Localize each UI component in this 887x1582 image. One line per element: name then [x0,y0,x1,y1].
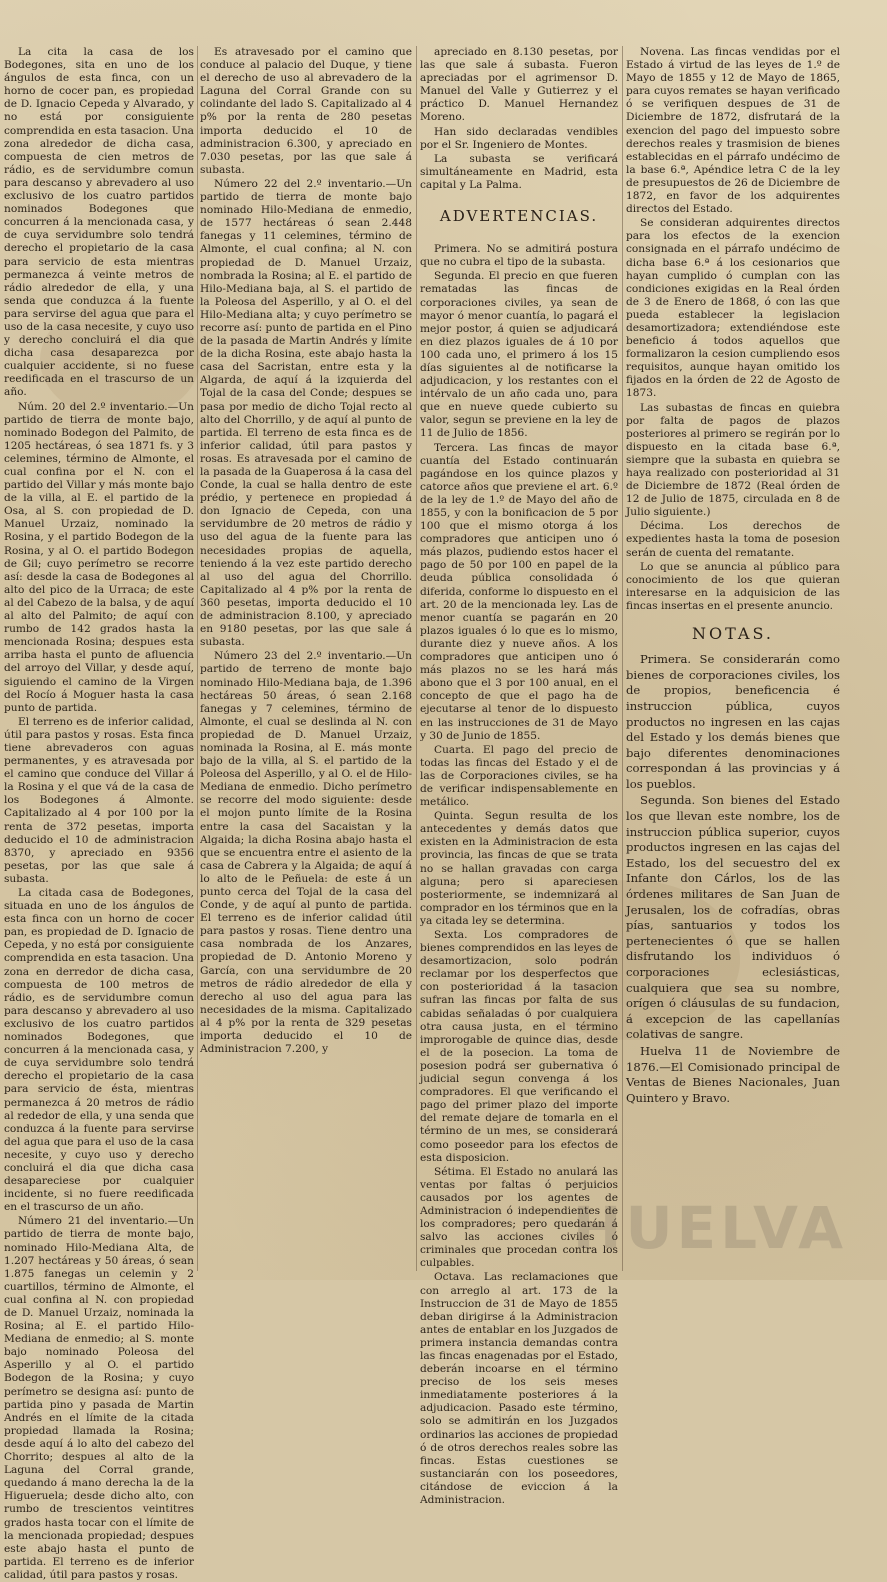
column-1 [4,46,194,1581]
notas-block [626,652,840,1106]
paragraph: Número 22 del 2.º inventario.—Un partido de tierra de monte bajo nominado Hilo-Mediana de enmedio, de 1577 hectáreas ó sean 2.448 fanegas y 11 celemines, término de Almonte, el cual confina; al N. con propiedad de D. Manuel Urzaiz, nombrada la Rosina; al E. el partido de Hilo-Mediana baja, al S. el partido de la Poleosa del Asperillo, y al O. el del Hilo-Mediana alta; y cuyo perímetro se recorre así: punto de partida en el Pino de la pasada de Martin Andrés y límite de la dicha Rosina, este abajo hasta la casa del Sacristan, entre esta y la Algarda, de aquí á la izquierda del Tojal de la casa del Conde; despues se pasa por medio de dicho Tojal recto al alto del Chorrillo, y de aquí al punto de partida. El terreno de esta finca es de inferior calidad, útil para pastos y rosas. Es atravesada por el camino de la pasada de la Guaperosa á la casa del Conde, la cual se halla dentro de este prédio, y pertenece en propiedad á don Ignacio de Cepeda, con una servidumbre de 20 metros de rádio y uso del agua de la fuente para las necesidades propias de aquella, teniendo á la vez este partido derecho al uso del agua del Chorrillo. Capitalizado al 4 p% por la renta de 360 pesetas, importa deducido el 10 de administracion 8.100, y apreciado en 9180 pesetas, por las que sale á subasta. [200,177,412,649]
nota-paragraph: Primera. Se considerarán como bienes de corporaciones civiles, los de propios, beneficencia é instruccion pública, cuyos productos no ingresen en las cajas del Estado y los demás bienes que bajo diferentes denominaciones correspondan á las provincias y á los pueblos. [626,652,840,791]
column-2 [200,46,412,1271]
advertencia-paragraph: Octava. Las reclamaciones que con arreglo al art. 173 de la Instruccion de 31 de Mayo de 1855 deban dirigirse á la Administracion antes de entablar en los Juzgados de primera instancia demandas contra las fincas enagenadas por el Estado, deberán incoarse en el término preciso de los seis meses inmediatamente posteriores á la adjudicacion. Pasado este término, solo se admitirán en los Juzgados ordinarios las acciones de propiedad ó de otros derechos reales sobre las fincas. Estas cuestiones se sustanciarán con los poseedores, citándose de eviccion á la Administracion. [420,1271,618,1507]
advertencia-paragraph: Primera. No se admitirá postura que no cubra el tipo de la subasta. [420,243,618,269]
watermark-huelva: HUELVA [572,1194,847,1262]
advertencias-heading: ADVERTENCIAS. [439,207,599,226]
advertencia-paragraph: Cuarta. El pago del precio de todas las fincas del Estado y el de las de Corporaciones civiles, se ha de verificar indispensablemente en metálico. [420,743,618,809]
notas-heading: NOTAS. [692,624,774,644]
nota-paragraph: Segunda. Son bienes del Estado los que llevan este nombre, los de instruccion pública superior, cuyos productos ingresen en las cajas del Estado, los del secuestro del ex Infante don Cárlos, los de las órdenes militares de San Juan de Jerusalen, los de cofradías, obras pías, santuarios y todos los pertenecientes ó que se hallen disfrutando los individuos ó corporaciones eclesiásticas, cualquiera que sea su nombre, orígen ó cláusulas de su fundacion, á excepcion de las capellanías colativas de sangre. [626,793,840,1042]
advertencia-paragraph: Décima. Los derechos de expedientes hasta la toma de posesion serán de cuenta del rematante. [626,520,840,559]
advertencia-paragraph: Se consideran adquirentes directos para los efectos de la exencion consignada en el párrafo undécimo de dicha base 6.ª á los cesionarios que hayan cumplido ó cumplan con las condiciones exigidas en la Real órden de 3 de Enero de 1868, ó con las que pueda establecer la legislacion desamortizadora; extendiéndose este beneficio á todos aquellos que formalizaron la cesion cumpliendo esos requisitos, aunque hayan omitido los fijados en la órden de 22 de Agosto de 1873. [626,217,840,400]
column-3 [420,46,618,1507]
advertencia-paragraph: Tercera. Las fincas de mayor cuantía del Estado continuarán pagándose en los quince plazos y catorce años que previene el art. 6.º de la ley de 1.º de Mayo del año de 1855, y con la bonificacion de 5 por 100 que el mismo otorga á los compradores que anticipen uno ó más plazos, pudiendo estos hacer el pago de 50 por 100 en papel de la deuda pública consolidada ó diferida, conforme lo dispuesto en el art. 20 de la mencionada ley. Las de menor cuantía se pagarán en 20 plazos iguales ó lo que es lo mismo, durante diez y nueve años. A los compradores que anticipen uno ó más plazos no se les hará más abono que el 3 por 100 anual, en el concepto de que el pago ha de ejecutarse al tenor de lo dispuesto en las instrucciones de 31 de Mayo y 30 de Junio de 1855. [420,441,618,742]
advertencia-paragraph: Segunda. El precio en que fueren rematadas las fincas de corporaciones civiles, ya sean de mayor ó menor cuantía, lo pagará el mejor postor, á quien se adjudicará en diez plazos iguales de á 10 por 100 cada uno, el primero á los 15 días siguientes al de notificarse la adjudicacion, y los restantes con el intérvalo de un año cada uno, para que en nueve quede cubierto su valor, segun se previene en la ley de 11 de Julio de 1856. [420,270,618,440]
advertencia-paragraph: Lo que se anuncia al público para conocimiento de los que quieran interesarse en la adquisicion de las fincas insertas en el presente anuncio. [626,560,840,612]
paragraph: Han sido declaradas vendibles por el Sr. Ingeniero de Montes. [420,125,618,151]
paragraph: La citada casa de Bodegones, situada en uno de los ángulos de esta finca con un horno de cocer pan, es propiedad de D. Ignacio de Cepeda, y no está por consiguiente comprendida en esta tasacion. Una zona en derredor de dicha casa, compuesta de 100 metros de rádio, es de servidumbre comun para descanso y abrevadero al uso exclusivo de los cuatro partidos nominados Bodegones, que concurren á la mencionada casa, y de cuya servidumbre solo tendrá derecho el propietario de la casa para servicio de ésta, mientras permanezca á 20 metros de rádio al rededor de ella, y una senda que conduzca á la fuente para servirse del agua que para el uso de la casa necesite, y cuyo uso y derecho concluirá el dia que dicha casa desapareciese por cualquier incidente, si no fuere reedificada en el trascurso de un año. [4,887,194,1214]
paragraph: La subasta se verificará simultáneamente en Madrid, esta capital y La Palma. [420,152,618,191]
paragraph: La cita la casa de los Bodegones, sita en uno de los ángulos de esta finca, con un horno de cocer pan, es propiedad de D. Ignacio Cepeda y Alvarado, y no está por consiguiente comprendida en esta tasacion. Una zona alrededor de dicha casa, compuesta de cien metros de rádio, es de servidumbre comun para descanso y abrevadero al uso exclusivo de los cuatro partidos nominados Bodegones que concurren á la mencionada casa, y de cuya servidumbre solo tendrá derecho el propietario de la casa para servicio de esta mientras permanezca á veinte metros de rádio alrededor de ella, y una senda que conduzca á la fuente para servirse del agua que para el uso de la casa necesite, y cuyo uso y derecho concluirá el dia que dicha casa desaparezca por cualquier accidente, si no fuese reedificada en el trascurso de un año. [4,46,194,399]
paragraph: Número 21 del inventario.—Un partido de tierra de monte bajo, nominado Hilo-Mediana Alta, de 1.207 hectáreas y 50 áreas, ó sean 1.875 fanegas un celemin y 2 cuartillos, término de Almonte, el cual confina al N. con propiedad de D. Manuel Urzaiz, nominada la Rosina; al E. el partido Hilo-Mediana de enmedio; al S. monte bajo nominado Poleosa del Asperillo y al O. el partido Bodegon de la Rosina; y cuyo perímetro se designa así: punto de partida pino y pasada de Martin Andrés en el límite de la citada propiedad llamada la Rosina; desde aquí á lo alto del cabezo del Chorrito; despues al alto de la Laguna del Corral grande, quedando á mano derecha la de la Higueruela; desde dicho alto, con rumbo de trescientos veintitres grados hasta tocar con el límite de la mencionada propiedad; despues este abajo hasta el punto de partida. El terreno es de inferior calidad, útil para pastos y rosas. [4,1215,194,1581]
advertencia-paragraph: Sexta. Los compradores de bienes comprendidos en las leyes de desamortizacion, solo podrán reclamar por los desperfectos que con posterioridad á la tasacion sufran las fincas por falta de sus cabidas señaladas ó por cualquiera otra causa justa, en el término improrogable de quince dias, desde el de la posecion. La toma de posesion podrá ser gubernativa ó judicial segun convenga á los compradores. El que verificando el pago del primer plazo del importe del remate dejare de tomarla en el término de un mes, se considerará como poseedor para los efectos de esta disposicion. [420,929,618,1164]
column-rule [622,46,623,1271]
column-rule [416,46,417,1271]
column-rule [197,46,198,1271]
advertencia-paragraph: Novena. Las fincas vendidas por el Estado á virtud de las leyes de 1.º de Mayo de 1855 y 12 de Mayo de 1865, para cuyos remates se hayan verificado ó se verifiquen despues de 31 de Diciembre de 1872, disfrutará de la exencion del pago del impuesto sobre derechos reales y trasmision de bienes establecidas en el párrafo undécimo de la base 6.ª, Apéndice letra C de la ley de presupuestos de 26 de Diciembre de 1872, en favor de los adquirentes directos del Estado. [626,46,840,216]
paragraph: Núm. 20 del 2.º inventario.—Un partido de tierra de monte bajo, nominado Bodegon del Palmito, de 1205 hectáreas, ó sea 1871 fs. y 3 celemines, término de Almonte, el cual confina por el N. con el partido del Villar y más monte bajo de la villa, al E. el partido de la Osa, al S. con propiedad de D. Manuel Urzaiz, nominado la Rosina, y el partido Bodegon de la Rosina, y al O. el partido Bodegon de Gil; cuyo perímetro se recorre así: desde la casa de Bodegones al alto del pico de la Urraca; de este al del Cabezo de la balsa, y de aquí al alto del Palmito; de aquí con rumbo de 142 grados hasta la mencionada Rosina; despues esta arriba hasta el punto de afluencia del arroyo del Villar, y desde aquí, siguiendo el camino de la Virgen del Rocío á Moguer hasta la casa punto de partida. [4,400,194,714]
paragraph: Es atravesado por el camino que conduce al palacio del Duque, y tiene el derecho de uso al abrevadero de la Laguna del Corral Grande con su colindante del lado S. Capitalizado al 4 p% por la renta de 280 pesetas importa deducido el 10 de administracion 6.300, y apreciado en 7.030 pesetas, por las que sale á subasta. [200,46,412,176]
paragraph: Número 23 del 2.º inventario.—Un partido de terreno de monte bajo nominado Hilo-Mediana baja, de 1.396 hectáreas 50 áreas, ó sean 2.168 fanegas y 7 celemines, término de Almonte, el cual se deslinda al N. con propiedad de D. Manuel Urzaiz, nominada la Rosina, al E. más monte bajo de la villa, al S. el partido de la Poleosa del Asperillo, y al O. el de Hilo-Mediana de enmedio. Dicho perímetro se recorre del modo siguiente: desde el mojon punto límite de la Rosina entre la casa del Sacaistan y la Algaida; la dicha Rosina abajo hasta el que se encuentra entre el asiento de la casa de Cabrera y la Algaida; de aquí á lo alto de le Peñuela: de este á un punto cerca del Tojal de la casa del Conde, y de aquí al punto de partida. El terreno es de inferior calidad útil para pastos y rosas. Tiene dentro una casa nombrada de los Anzares, propiedad de D. Antonio Moreno y García, con una servidumbre de 20 metros de rádio alrededor de ella y derecho al uso del agua para las necesidades de la misma. Capitalizado al 4 p% por la renta de 329 pesetas importa deducido el 10 de Administracion 7.200, y [200,650,412,1056]
column-4 [626,46,840,1271]
advertencia-paragraph: Sétima. El Estado no anulará las ventas por faltas ó perjuicios causados por los agentes de Administracion ó independientes de los compradores; pero quedarán á salvo las acciones civiles ó criminales que procedan contra los culpables. [420,1165,618,1270]
signature-paragraph: Huelva 11 de Noviembre de 1876.—El Comisionado principal de Ventas de Bienes Nacionales, Juan Quintero y Bravo. [626,1043,840,1105]
advertencia-paragraph: Quinta. Segun resulta de los antecedentes y demás datos que existen en la Administracion de esta provincia, las fincas de que se trata no se hallan gravadas con carga alguna; pero si apareciesen posteriormente, se indemnizará al comprador en los términos que en la ya citada ley se determina. [420,810,618,927]
advertencia-paragraph: Las subastas de fincas en quiebra por falta de pagos de plazos posteriores al primero se regirán por lo dispuesto en la citada base 6.ª, siempre que la subasta en quiebra se haya realizado con posterioridad al 31 de Diciembre de 1872 (Real órden de 12 de Julio de 1875, circulada en 8 de Julio siguiente.) [626,401,840,519]
paragraph: apreciado en 8.130 pesetas, por las que sale á subasta. Fueron apreciadas por el agrimensor D. Manuel del Valle y Gutierrez y el práctico D. Manuel Hernandez Moreno. [420,46,618,124]
paragraph: El terreno es de inferior calidad, útil para pastos y rosas. Esta finca tiene abrevaderos con aguas permanentes, y es atravesada por el camino que conduce del Villar á la Rosina y el que vá de la casa de los Bodegones á Almonte. Capitalizado al 4 por 100 por la renta de 372 pesetas, importa deducido el 10 de administracion 8370, y apreciado en 9356 pesetas, por las que sale á subasta. [4,715,194,885]
